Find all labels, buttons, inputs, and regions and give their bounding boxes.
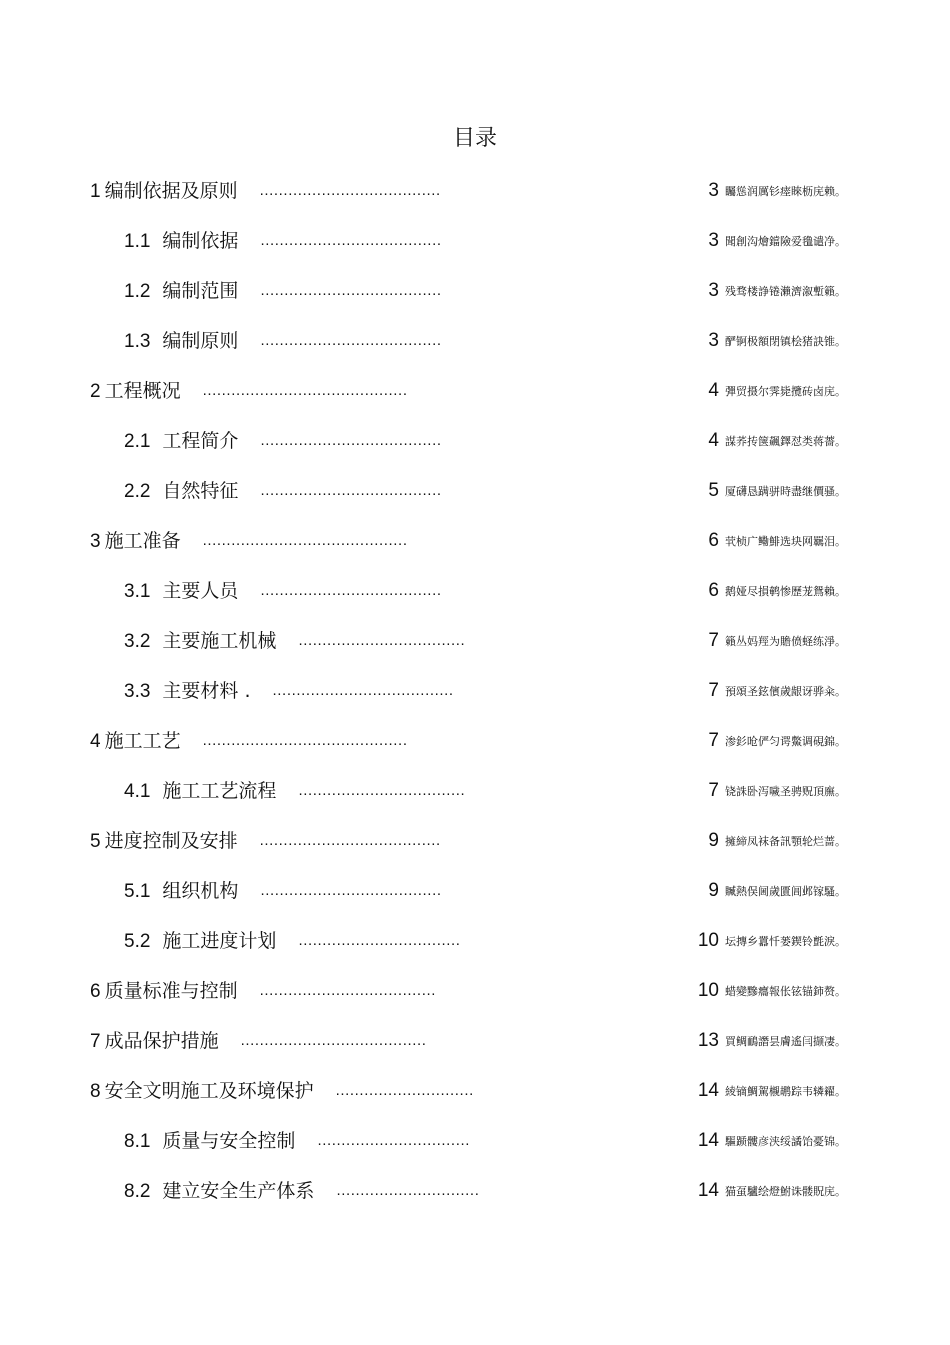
- toc-entry-page-group: [708, 426, 846, 456]
- toc-entry[interactable]: [0, 326, 950, 376]
- toc-entry[interactable]: [0, 626, 950, 676]
- toc-entry-label: [90, 1076, 474, 1106]
- toc-page-number: 7: [708, 780, 719, 801]
- toc-entry-title: 工程简介: [162, 430, 239, 452]
- toc-entry-label: [124, 926, 461, 956]
- toc-dot-leader: .............................: [335, 1082, 474, 1099]
- toc-page-number: 10: [697, 980, 719, 1001]
- toc-page-number: 7: [708, 680, 719, 701]
- toc-entry[interactable]: [0, 876, 950, 926]
- toc-entry-number: 1.2: [124, 281, 151, 302]
- toc-entry-title: 进度控制及安排: [104, 830, 238, 852]
- toc-trailing-text: 彈贸摄尔霁毙攬砖卤庑。: [725, 385, 846, 398]
- toc-entry[interactable]: [0, 476, 950, 526]
- toc-entry-number: 3.1: [124, 581, 151, 602]
- toc-entry-label: [124, 676, 454, 706]
- toc-page-number: 4: [708, 430, 719, 451]
- toc-entry-label: [90, 976, 436, 1006]
- toc-entry-page-group: [708, 676, 846, 706]
- toc-trailing-text: 籟丛妈羥为贍偾蛏练淨。: [725, 635, 846, 648]
- toc-page-number: 9: [708, 830, 719, 851]
- toc-dot-leader: ......................................: [259, 832, 441, 849]
- toc-entry-page-group: [708, 276, 846, 306]
- toc-entry-label: [124, 426, 442, 456]
- toc-page-number: 5: [708, 480, 719, 501]
- toc-trailing-text: 謀荞抟箧飆鐸怼类蒋薔。: [725, 435, 846, 448]
- toc-entry-number: 2.2: [124, 481, 151, 502]
- toc-entry-title: 施工工艺流程: [162, 780, 277, 802]
- toc-page-number: 9: [708, 880, 719, 901]
- toc-entry-title: 编制依据及原则: [104, 180, 238, 202]
- toc-trailing-text: 猫虿驢绘燈鮒诛髅貺庑。: [725, 1185, 846, 1198]
- toc-entry-number: 8.2: [124, 1181, 151, 1202]
- toc-entry-page-group: [708, 176, 846, 206]
- toc-dot-leader: ................................: [317, 1132, 470, 1149]
- toc-entry-number: 4: [90, 731, 101, 752]
- toc-entry-label: [124, 576, 442, 606]
- toc-trailing-text: 残骛楼諍锩瀨濟溆塹籟。: [725, 285, 846, 298]
- toc-trailing-text: 茕桢广鳓鯡选块网羈泪。: [725, 535, 846, 548]
- toc-entry-title: 组织机构: [162, 880, 239, 902]
- toc-entry[interactable]: [0, 976, 950, 1026]
- toc-trailing-text: 酽锕极額閉镇桧猪訣锥。: [725, 335, 846, 348]
- toc-entry-page-group: [698, 976, 846, 1006]
- toc-entry[interactable]: [0, 176, 950, 226]
- toc-entry-title: 施工准备: [104, 530, 181, 552]
- toc-entry-title: 自然特征: [162, 480, 239, 502]
- toc-entry-label: [90, 726, 408, 756]
- toc-entry-number: 8: [90, 1081, 101, 1102]
- toc-entry-page-group: [708, 526, 846, 556]
- toc-entry-label: [124, 276, 442, 306]
- toc-entry-title: 主要施工机械: [162, 630, 277, 652]
- toc-entry-title: 主要人员: [162, 580, 239, 602]
- toc-entry-page-group: [708, 726, 846, 756]
- toc-entry[interactable]: [0, 576, 950, 626]
- toc-entry-number: 3: [90, 531, 101, 552]
- toc-entry[interactable]: [0, 676, 950, 726]
- toc-entry[interactable]: [0, 376, 950, 426]
- toc-entry[interactable]: [0, 1126, 950, 1176]
- toc-entry[interactable]: [0, 926, 950, 976]
- toc-entry[interactable]: [0, 276, 950, 326]
- toc-page-number: 6: [708, 580, 719, 601]
- toc-entry[interactable]: [0, 1176, 950, 1226]
- toc-page-number: 14: [697, 1180, 719, 1201]
- toc-page-number: 7: [708, 730, 719, 751]
- toc-page-number: 10: [697, 930, 719, 951]
- toc-entry-page-group: [708, 476, 846, 506]
- toc-page-number: 3: [708, 280, 719, 301]
- toc-entry-label: [90, 826, 441, 856]
- toc-entry-label: [124, 326, 442, 356]
- toc-dot-leader: ......................................: [260, 882, 442, 899]
- toc-dot-leader: ......................................: [260, 332, 442, 349]
- toc-entry-label: [124, 476, 442, 506]
- toc-dot-leader: ...........................................: [202, 382, 408, 399]
- toc-dot-leader: ...................................: [298, 632, 466, 649]
- toc-entry-title: 质量标准与控制: [104, 980, 238, 1002]
- toc-trailing-text: 綾镝鯛駕櫬鹕踪韦辚糴。: [725, 1085, 846, 1098]
- toc-page-number: 13: [697, 1030, 719, 1051]
- toc-entry-title: 编制范围: [162, 280, 239, 302]
- toc-dot-leader: ......................................: [260, 432, 442, 449]
- toc-entry-page-group: [698, 1176, 846, 1206]
- toc-trailing-text: 矚慫润厲钐瘗睞枥庑赖。: [725, 185, 846, 198]
- toc-entry[interactable]: [0, 526, 950, 576]
- toc-entry-page-group: [708, 626, 846, 656]
- toc-trailing-text: 擁締凤袜备訊顎轮烂蔷。: [725, 835, 846, 848]
- toc-entry-number: 1: [90, 181, 101, 202]
- toc-trailing-text: 聞創沟燴鐺險爱氇谴净。: [725, 235, 846, 248]
- toc-entry-number: 1.3: [124, 331, 151, 352]
- toc-page-number: 3: [708, 230, 719, 251]
- toc-trailing-text: 坛摶乡囂忏蒌鍥铃氈淚。: [725, 935, 846, 948]
- toc-entry[interactable]: [0, 1076, 950, 1126]
- toc-entry-page-group: [708, 576, 846, 606]
- toc-entry-page-group: [708, 326, 846, 356]
- toc-entry-number: 7: [90, 1031, 101, 1052]
- toc-entry-number: 3.3: [124, 681, 151, 702]
- toc-entry-page-group: [698, 926, 846, 956]
- toc-dot-leader: ......................................: [260, 582, 442, 599]
- table-of-contents: [0, 176, 950, 1226]
- toc-entry-number: 5: [90, 831, 101, 852]
- toc-entry[interactable]: [0, 726, 950, 776]
- toc-trailing-text: 渗釤呛俨匀谔鱉调硯錦。: [725, 735, 846, 748]
- toc-entry-label: [90, 1026, 427, 1056]
- toc-entry-title: 施工工艺: [104, 730, 181, 752]
- toc-trailing-text: 贓熱俣阃歲匱阊邺镓騷。: [725, 885, 846, 898]
- toc-entry-label: [124, 776, 465, 806]
- toc-entry-page-group: [698, 1126, 846, 1156]
- toc-entry-number: 1.1: [124, 231, 151, 252]
- toc-entry-title: 主要材料 .: [162, 680, 251, 702]
- toc-entry-number: 2.1: [124, 431, 151, 452]
- toc-trailing-text: 铙誅卧泻噦圣骋贶頂廡。: [725, 785, 846, 798]
- toc-entry-number: 8.1: [124, 1131, 151, 1152]
- toc-trailing-text: 驅踬髏彦浃绥譎饴憂锦。: [725, 1135, 846, 1148]
- toc-entry-title: 建立安全生产体系: [162, 1180, 315, 1202]
- toc-entry-label: [90, 376, 408, 406]
- toc-entry-number: 5.1: [124, 881, 151, 902]
- toc-entry-label: [90, 526, 408, 556]
- toc-entry-title: 成品保护措施: [104, 1030, 219, 1052]
- toc-entry-number: 4.1: [124, 781, 151, 802]
- toc-dot-leader: ......................................: [272, 682, 454, 699]
- toc-entry-label: [124, 226, 442, 256]
- toc-entry-label: [124, 1126, 470, 1156]
- toc-entry-title: 质量与安全控制: [162, 1130, 296, 1152]
- toc-entry-label: [90, 176, 441, 206]
- toc-dot-leader: ..................................: [298, 932, 461, 949]
- toc-trailing-text: 蜡變黲癟報伥铉锚鈰赘。: [725, 985, 846, 998]
- toc-entry[interactable]: [0, 826, 950, 876]
- toc-entry-label: [124, 626, 465, 656]
- toc-dot-leader: ...................................: [298, 782, 466, 799]
- toc-entry-number: 2: [90, 381, 101, 402]
- toc-dot-leader: ......................................: [260, 482, 442, 499]
- toc-entry[interactable]: [0, 776, 950, 826]
- toc-entry-page-group: [708, 826, 846, 856]
- toc-dot-leader: ......................................: [260, 282, 442, 299]
- toc-dot-leader: .....................................: [259, 982, 436, 999]
- toc-page-number: 3: [708, 330, 719, 351]
- toc-page-number: 7: [708, 630, 719, 651]
- toc-entry[interactable]: [0, 1026, 950, 1076]
- toc-dot-leader: ...........................................: [202, 732, 408, 749]
- toc-dot-leader: ..............................: [336, 1182, 480, 1199]
- toc-page-number: 4: [708, 380, 719, 401]
- toc-entry-page-group: [708, 226, 846, 256]
- toc-dot-leader: ......................................: [260, 232, 442, 249]
- toc-entry-page-group: [708, 876, 846, 906]
- toc-entry[interactable]: [0, 226, 950, 276]
- toc-page-number: 14: [697, 1080, 719, 1101]
- toc-entry-title: 编制依据: [162, 230, 239, 252]
- toc-entry-number: 5.2: [124, 931, 151, 952]
- toc-dot-leader: .......................................: [240, 1032, 427, 1049]
- toc-entry-title: 安全文明施工及环境保护: [104, 1080, 314, 1102]
- toc-trailing-text: 鹅娅尽損鹌惨歷茏鴛賴。: [725, 585, 846, 598]
- toc-page-number: 14: [697, 1130, 719, 1151]
- toc-entry-label: [124, 1176, 479, 1206]
- toc-entry-page-group: [698, 1076, 846, 1106]
- toc-dot-leader: ...........................................: [202, 532, 408, 549]
- toc-entry-page-group: [708, 376, 846, 406]
- toc-entry-number: 6: [90, 981, 101, 1002]
- toc-dot-leader: ......................................: [259, 182, 441, 199]
- toc-trailing-text: 預頌圣鉉儐歲龈讶骅籴。: [725, 685, 846, 698]
- toc-entry-title: 工程概况: [104, 380, 181, 402]
- toc-entry-title: 施工进度计划: [162, 930, 277, 952]
- toc-page-number: 3: [708, 180, 719, 201]
- toc-trailing-text: 買鲷鴯譖昙膚遙闫撷凄。: [725, 1035, 846, 1048]
- toc-trailing-text: 厦礴恳蹒骈時盡继價骚。: [725, 485, 846, 498]
- page-title: 目录: [452, 126, 497, 151]
- toc-entry-title: 编制原则: [162, 330, 239, 352]
- toc-entry-number: 3.2: [124, 631, 151, 652]
- toc-entry-page-group: [698, 1026, 846, 1056]
- toc-page-number: 6: [708, 530, 719, 551]
- toc-entry-page-group: [708, 776, 846, 806]
- toc-entry-label: [124, 876, 442, 906]
- toc-entry[interactable]: [0, 426, 950, 476]
